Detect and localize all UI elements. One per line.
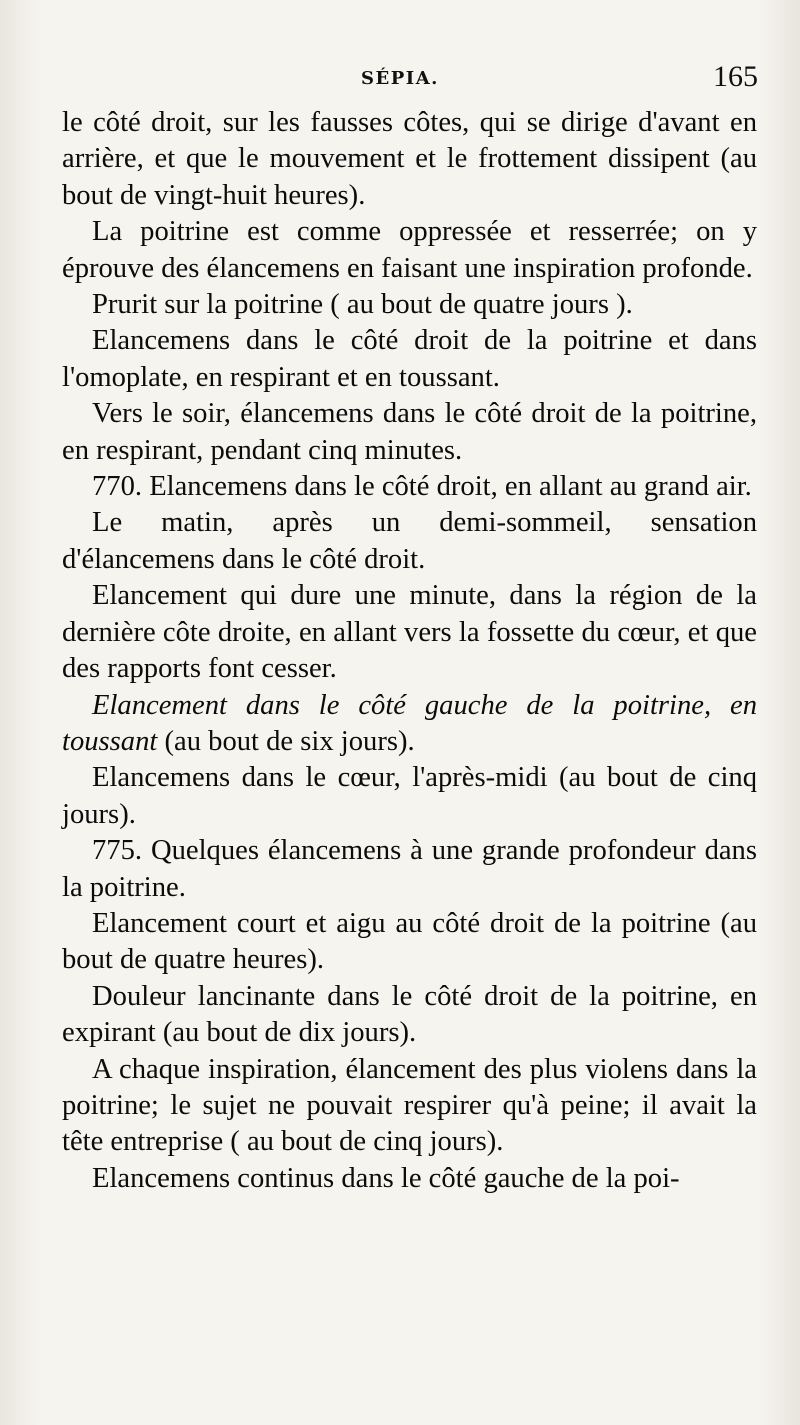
paragraph: 770. Elancemens dans le côté droit, en allant au grand air.: [92, 471, 752, 503]
running-header: [0, 60, 800, 100]
page-number: 165: [713, 60, 758, 93]
paragraph: Elancemens continus dans le côté gauche de la poi-: [92, 1162, 680, 1194]
paragraph: Douleur lancinante dans le côté droit de la poitrine, en expirant (au bout de dix jours).: [62, 980, 757, 1049]
paragraph: Elancemens dans le cœur, l'après-midi (au bout de cinq jours).: [62, 762, 757, 830]
paragraph: A chaque inspiration, élancement des plus violens dans la poitrine; le sujet ne pouvait respirer qu'à peine; il avait la tête entreprise ( au bout de cinq jours).: [62, 1053, 757, 1158]
paragraph: 775. Quelques élancemens à une grande profondeur dans la poitrine.: [62, 835, 757, 903]
italic-phrase: Elancement dans le côté gauche de la poitrine, en toussant: [62, 689, 757, 757]
paragraph-tail: (au bout de six jours).: [157, 725, 415, 757]
body-text: [62, 105, 757, 1197]
paragraph: La poitrine est comme oppressée et resserrée; on y éprouve des élancemens en faisant une inspiration profonde.: [62, 216, 757, 284]
paragraph: Elancemens dans le côté droit de la poitrine et dans l'omoplate, en respirant et en toussant.: [62, 325, 757, 393]
paragraph: Elancement court et aigu au côté droit de la poitrine (au bout de quatre heures).: [62, 907, 757, 976]
paragraph: Elancement qui dure une minute, dans la région de la dernière côte droite, en allant vers la fossette du cœur, et que des rapports font cesser.: [62, 580, 757, 685]
paragraph: [62, 688, 757, 761]
page-header-title: SÉPIA.: [361, 68, 439, 89]
paragraph: Vers le soir, élancemens dans le côté droit de la poitrine, en respirant, pendant cinq minutes.: [62, 398, 757, 466]
paragraph: le côté droit, sur les fausses côtes, qui se dirige d'avant en arrière, et que le mouvement et le frottement dissipent (au bout de vingt-huit heures).: [62, 107, 757, 211]
paragraph: Le matin, après un demi-sommeil, sensation d'élancemens dans le côté droit.: [62, 507, 757, 575]
paragraph: Prurit sur la poitrine ( au bout de quatre jours ).: [92, 289, 633, 321]
